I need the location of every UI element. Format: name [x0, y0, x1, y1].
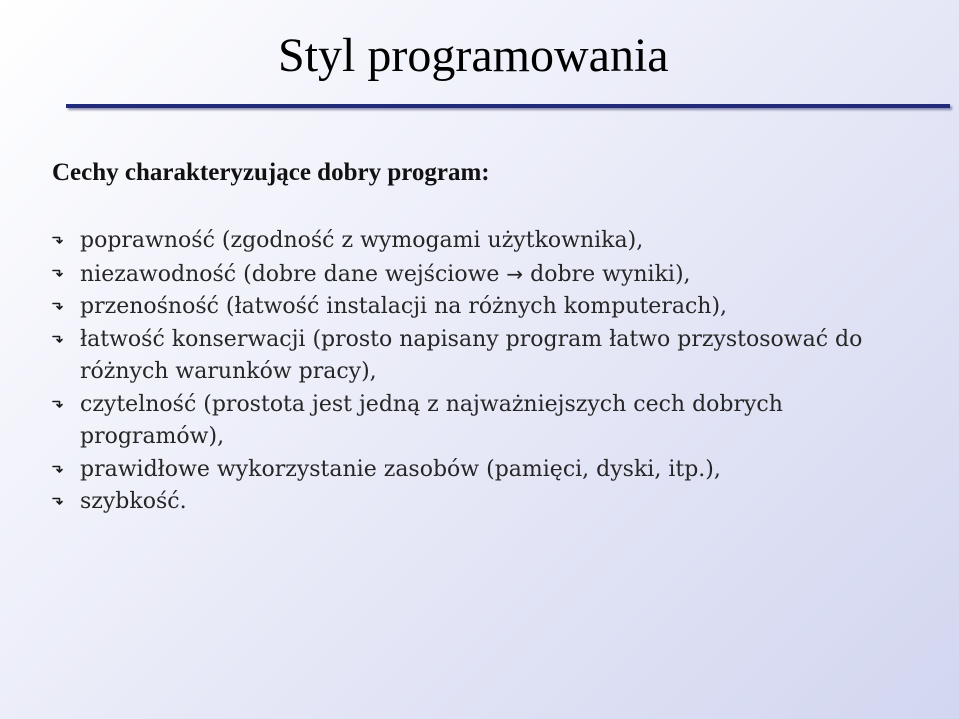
- feature-list: [52, 225, 912, 519]
- section-heading: Cechy charakteryzujące dobry program:: [52, 159, 490, 186]
- feature-text: przenośność (łatwość instalacji na różnych komputerach),: [80, 294, 728, 319]
- list-item: [52, 486, 912, 519]
- arrow-bullet-icon: [52, 399, 64, 411]
- arrow-bullet-icon: [52, 268, 64, 280]
- feature-text: dobre wyniki),: [523, 261, 691, 287]
- arrow-bullet-icon: [52, 235, 64, 247]
- feature-text: poprawność (zgodność z wymogami użytkownika),: [80, 228, 644, 253]
- feature-text: łatwość konserwacji (prosto napisany program łatwo przystosować do różnych warunków pracy),: [80, 326, 863, 384]
- feature-text: prawidłowe wykorzystanie zasobów (pamięci, dyski, itp.),: [80, 456, 721, 482]
- list-item: [52, 454, 912, 487]
- list-item: [52, 324, 912, 389]
- list-item: [52, 389, 912, 454]
- slide-title: Styl programowania: [278, 29, 669, 82]
- feature-text: szybkość.: [80, 489, 187, 514]
- arrow-bullet-icon: [52, 464, 64, 476]
- title-underline: [66, 104, 950, 108]
- list-item: [52, 258, 912, 292]
- feature-text: niezawodność (dobre dane wejściowe: [80, 261, 507, 287]
- right-arrow-icon: →: [506, 261, 524, 286]
- arrow-bullet-icon: [52, 334, 64, 346]
- list-item: [52, 225, 912, 258]
- list-item: [52, 291, 912, 324]
- arrow-bullet-icon: [52, 496, 64, 508]
- arrow-bullet-icon: [52, 301, 64, 313]
- feature-text: czytelność (prostota jest jedną z najważniejszych cech dobrych programów),: [80, 391, 783, 449]
